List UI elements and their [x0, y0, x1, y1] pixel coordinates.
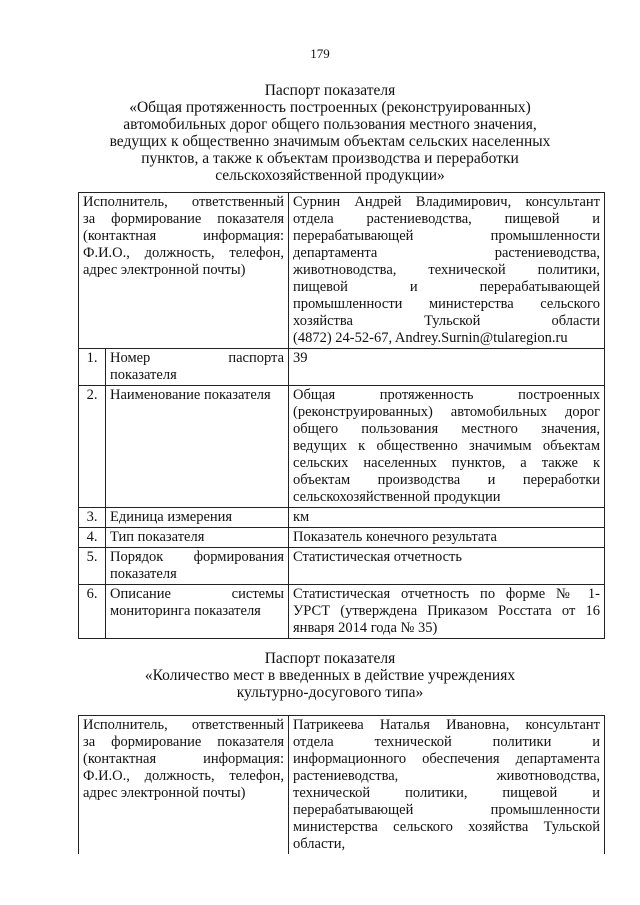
executor-value-line: департамента растениеводства, — [293, 245, 601, 261]
row-label — [106, 349, 289, 386]
title-line: «Общая протяженность построенных (реконструированных) — [129, 99, 531, 116]
row-value — [289, 585, 605, 639]
passport-1-table — [78, 192, 605, 639]
row-value-line: км — [293, 509, 310, 525]
executor-value-cell — [289, 193, 605, 349]
row-number: 6. — [79, 585, 106, 639]
row-label — [106, 548, 289, 585]
passport-2-table — [78, 715, 605, 854]
table-row — [79, 508, 605, 528]
row-number: 1. — [79, 349, 106, 386]
row-value-line: сельскохозяйственной продукции — [293, 489, 501, 505]
row-number: 3. — [79, 508, 106, 528]
row-label-line: Тип показателя — [110, 529, 205, 545]
executor-value-line: пищевой и перерабатывающей — [293, 279, 601, 295]
row-value-line: сельских населенных пунктов, а также к — [293, 455, 601, 471]
executor-value-line: промышленности министерства сельского — [293, 296, 601, 312]
executor-label-line: адрес электронной почты) — [83, 785, 246, 801]
row-label — [106, 386, 289, 508]
title-line: пунктов, а также к объектам производства и переработки — [141, 150, 519, 167]
row-label-line: Описание системы — [110, 586, 285, 602]
table-row — [79, 528, 605, 548]
executor-label-line: Ф.И.О., должность, телефон, — [83, 245, 285, 261]
row-value-line: Общая протяженность построенных — [293, 387, 601, 403]
executor-value-line: перерабатывающей промышленности — [293, 802, 600, 818]
row-label — [106, 508, 289, 528]
row-label-line: показателя — [110, 367, 177, 383]
passport-1-title — [60, 82, 600, 184]
table-row — [79, 585, 605, 639]
row-number: 4. — [79, 528, 106, 548]
row-label — [106, 528, 289, 548]
row-value-line: общего пользования местного значения, — [293, 421, 601, 437]
executor-value-line: хозяйства Тульской области — [293, 313, 601, 329]
executor-label-line: за формирование показателя — [83, 734, 284, 750]
row-number: 2. — [79, 386, 106, 508]
executor-value-line: (4872) 24-52-67, Andrey.Surnin@tularegion.ru — [293, 330, 568, 346]
executor-label-line: Исполнитель, ответственный — [83, 194, 285, 210]
executor-label-line: за формирование показателя — [83, 211, 285, 227]
row-value-line: объектам производства и переработки — [293, 472, 601, 488]
executor-value-cell — [289, 716, 605, 855]
row-value-line: ведущих к общественно значимым объектам — [293, 438, 601, 454]
table-row — [79, 548, 605, 585]
table-row — [79, 349, 605, 386]
row-value-line: (реконструированных) автомобильных дорог — [293, 404, 601, 420]
row-value-line: Показатель конечного результата — [293, 529, 497, 545]
row-value — [289, 386, 605, 508]
row-number: 5. — [79, 548, 106, 585]
executor-label-cell — [79, 193, 289, 349]
executor-value-line: министерства сельского хозяйства Тульской — [293, 819, 600, 835]
row-value — [289, 508, 605, 528]
executor-value-line: отдела технической политики и — [293, 734, 600, 750]
row-label-line: Порядок формирования — [110, 549, 285, 565]
executor-value-line: растениеводства, животноводства, — [293, 768, 600, 784]
row-value — [289, 548, 605, 585]
page-number: 179 — [310, 46, 330, 61]
title-line: «Количество мест в введенных в действие учреждениях — [144, 667, 516, 684]
row-label-line: Единица измерения — [110, 509, 233, 525]
executor-label-line: адрес электронной почты) — [83, 262, 246, 278]
row-value-line: Статистическая отчетность — [293, 549, 462, 565]
title-line: сельскохозяйственной продукции» — [215, 167, 445, 184]
executor-label-line: (контактная информация: — [83, 228, 285, 244]
title-line: культурно-досугового типа» — [236, 684, 424, 701]
executor-value-line: Сурнин Андрей Владимирович, консультант — [293, 194, 601, 210]
executor-value-line: отдела растениеводства, пищевой и — [293, 211, 601, 227]
row-value-line: января 2014 года № 35) — [293, 620, 438, 636]
executor-label-line: Исполнитель, ответственный — [83, 717, 284, 733]
row-value — [289, 528, 605, 548]
executor-value-line: технической политики, пищевой и — [293, 785, 600, 801]
executor-label-cell — [79, 716, 289, 855]
title-line: автомобильных дорог общего пользования местного значения, — [123, 116, 537, 133]
row-label-line: Наименование показателя — [110, 387, 271, 403]
table-row — [79, 386, 605, 508]
executor-value-line: области, — [293, 836, 346, 852]
executor-label-line: (контактная информация: — [83, 751, 284, 767]
executor-row — [79, 193, 605, 349]
row-value — [289, 349, 605, 386]
row-value-line: 39 — [293, 350, 308, 366]
row-value-line: Статистическая отчетность по форме № 1- — [293, 586, 601, 602]
title-line: ведущих к общественно значимым объектам сельских населенных — [109, 133, 551, 150]
row-label-line: мониторинга показателя — [110, 603, 261, 619]
title-line: Паспорт показателя — [264, 82, 396, 99]
row-label-line: Номер паспорта — [110, 350, 285, 366]
executor-value-line: перерабатывающей промышленности — [293, 228, 601, 244]
row-value-line: УРСТ (утверждена Приказом Росстата от 16 — [293, 603, 601, 619]
executor-value-line: информационного обеспечения департамента — [293, 751, 600, 767]
executor-value-line: животноводства, технической политики, — [293, 262, 601, 278]
passport-2-title — [60, 650, 600, 701]
executor-label-line: Ф.И.О., должность, телефон, — [83, 768, 284, 784]
executor-row — [79, 716, 605, 855]
title-line: Паспорт показателя — [264, 650, 396, 667]
row-label-line: показателя — [110, 566, 177, 582]
row-label — [106, 585, 289, 639]
executor-value-line: Патрикеева Наталья Ивановна, консультант — [293, 717, 600, 733]
